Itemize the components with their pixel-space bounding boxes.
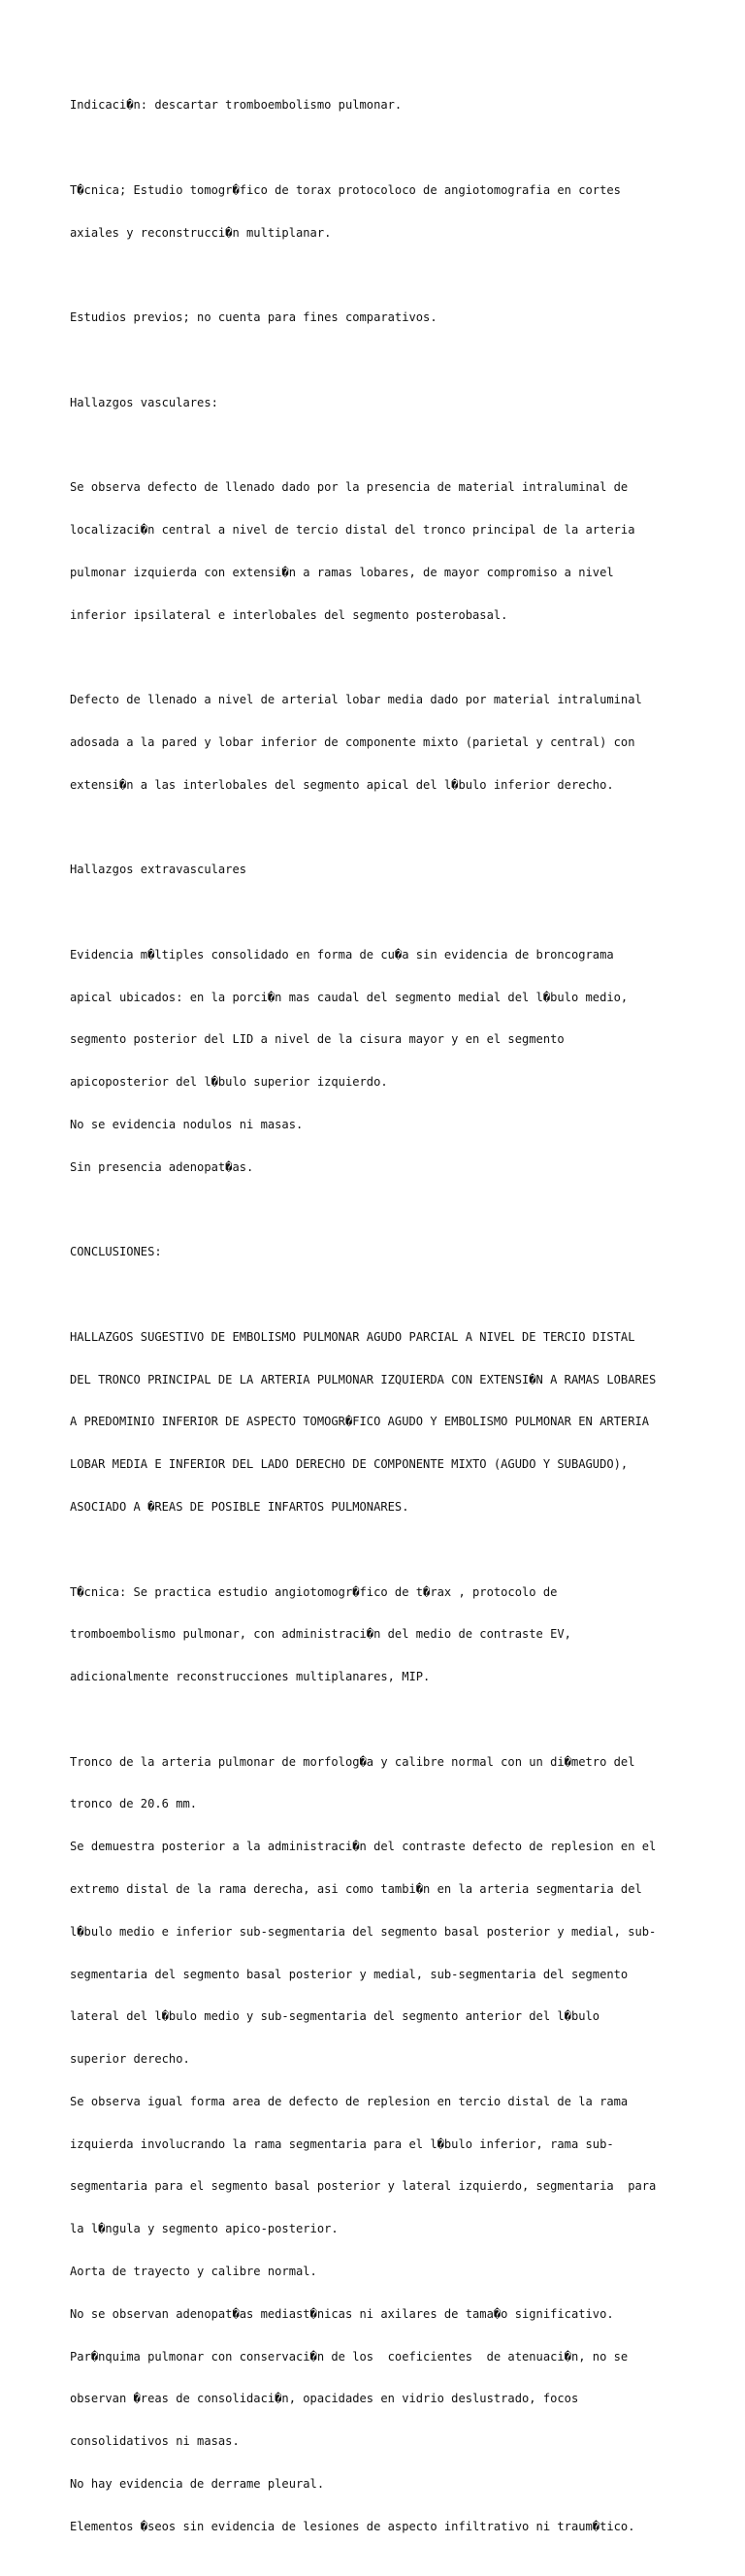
text-line: tronco de 20.6 mm. xyxy=(70,1797,198,1811)
text-line: Estudios previos; no cuenta para fines comparativos. xyxy=(70,310,437,325)
text-line: No se evidencia nodulos ni masas. xyxy=(70,1117,304,1131)
text-line: Hallazgos extravasculares xyxy=(70,863,247,877)
detailed-findings-paragraph xyxy=(70,1726,710,2561)
text-line: Hallazgos vasculares: xyxy=(70,395,218,409)
text-line: izquierda involucrando la rama segmentaria para el l�bulo inferior, rama sub- xyxy=(70,2136,614,2151)
text-line: Sin presencia adenopat�as. xyxy=(70,1159,254,1174)
text-line: segmentaria para el segmento basal posterior y lateral izquierdo, segmentaria para xyxy=(70,2179,657,2194)
text-line: CONCLUSIONES: xyxy=(70,1245,162,1259)
text-line: No se observan adenopat�as mediast�nicas ni axilares de tama�o significativo. xyxy=(70,2306,614,2321)
text-line: localizaci�n central a nivel de tercio distal del tronco principal de la arteria xyxy=(70,523,635,537)
text-line: Se demuestra posterior a la administraci�n del contraste defecto de replesion en el xyxy=(70,1840,657,1854)
text-line: Elementos �seos sin evidencia de lesiones de aspecto infiltrativo ni traum�tico. xyxy=(70,2519,635,2533)
text-line: HALLAZGOS SUGESTIVO DE EMBOLISMO PULMONAR AGUDO PARCIAL A NIVEL DE TERCIO DISTAL xyxy=(70,1329,635,1344)
text-line: pulmonar izquierda con extensi�n a ramas lobares, de mayor compromiso a nivel xyxy=(70,565,614,579)
text-line: axiales y reconstrucci�n multiplanar. xyxy=(70,225,332,240)
text-line: la l�ngula y segmento apico-posterior. xyxy=(70,2222,339,2236)
text-line: apical ubicados: en la porci�n mas caudal del segmento medial del l�bulo medio, xyxy=(70,990,629,1004)
report-body xyxy=(70,70,710,2576)
text-line: LOBAR MEDIA E INFERIOR DEL LADO DERECHO DE COMPONENTE MIXTO (AGUDO Y SUBAGUDO), xyxy=(70,1457,629,1472)
text-line: Evidencia m�ltiples consolidado en forma de cu�a sin evidencia de broncograma xyxy=(70,947,614,962)
text-line: Indicaci�n: descartar tromboembolismo pulmonar. xyxy=(70,98,403,113)
extravascular-findings-heading xyxy=(70,834,710,905)
text-line: segmentaria del segmento basal posterior y medial, sub-segmentaria del segmento xyxy=(70,1967,629,1981)
text-line: superior derecho. xyxy=(70,2052,190,2067)
text-line: A PREDOMINIO INFERIOR DE ASPECTO TOMOGR�FICO AGUDO Y EMBOLISMO PULMONAR EN ARTERIA xyxy=(70,1415,650,1429)
vascular-findings-heading xyxy=(70,367,710,438)
text-line: Aorta de trayecto y calibre normal. xyxy=(70,2265,317,2279)
text-line: Se observa igual forma area de defecto de replesion en tercio distal de la rama xyxy=(70,2094,629,2108)
prior-studies-paragraph xyxy=(70,282,710,353)
text-line: segmento posterior del LID a nivel de la cisura mayor y en el segmento xyxy=(70,1032,565,1047)
text-line: extremo distal de la rama derecha, asi como tambi�n en la arteria segmentaria del xyxy=(70,1882,642,1896)
text-line: adosada a la pared y lobar inferior de componente mixto (parietal y central) con xyxy=(70,734,635,749)
technique-paragraph xyxy=(70,155,710,269)
text-line: Se observa defecto de llenado dado por la presencia de material intraluminal de xyxy=(70,480,629,495)
text-line: Par�nquima pulmonar con conservaci�n de los coeficientes de atenuaci�n, no se xyxy=(70,2349,629,2364)
text-line: Tronco de la arteria pulmonar de morfolog�a y calibre normal con un di�metro del xyxy=(70,1754,635,1769)
text-line: observan �reas de consolidaci�n, opacidades en vidrio deslustrado, focos xyxy=(70,2392,579,2406)
text-line: No hay evidencia de derrame pleural. xyxy=(70,2476,325,2491)
text-line: extensi�n a las interlobales del segmento apical del l�bulo inferior derecho. xyxy=(70,777,614,792)
text-line: lateral del l�bulo medio y sub-segmentaria del segmento anterior del l�bulo xyxy=(70,2009,600,2024)
text-line: l�bulo medio e inferior sub-segmentaria del segmento basal posterior y medial, sub- xyxy=(70,1924,657,1939)
text-line: ASOCIADO A �REAS DE POSIBLE INFARTOS PULMONARES. xyxy=(70,1499,409,1514)
vascular-findings-paragraph-2 xyxy=(70,665,710,821)
text-line: T�cnica: Se practica estudio angiotomogr�fico de t�rax , protocolo de xyxy=(70,1584,558,1599)
text-line: T�cnica; Estudio tomogr�fico de torax protocoloco de angiotomografia en cortes xyxy=(70,182,621,197)
conclusions-heading xyxy=(70,1217,710,1288)
conclusions-paragraph xyxy=(70,1302,710,1543)
indication-paragraph xyxy=(70,70,710,141)
text-line: consolidativos ni masas. xyxy=(70,2434,240,2449)
extravascular-findings-paragraph xyxy=(70,920,710,1203)
text-line: DEL TRONCO PRINCIPAL DE LA ARTERIA PULMONAR IZQUIERDA CON EXTENSI�N A RAMAS LOBARES xyxy=(70,1372,657,1386)
text-line: tromboembolismo pulmonar, con administraci�n del medio de contraste EV, xyxy=(70,1627,571,1642)
text-line: Defecto de llenado a nivel de arterial lobar media dado por material intraluminal xyxy=(70,693,642,707)
text-line: apicoposterior del l�bulo superior izquierdo. xyxy=(70,1075,388,1090)
technique-detail-paragraph xyxy=(70,1556,710,1712)
text-line: inferior ipsilateral e interlobales del segmento posterobasal. xyxy=(70,607,508,622)
text-line: adicionalmente reconstrucciones multiplanares, MIP. xyxy=(70,1670,431,1684)
vascular-findings-paragraph-1 xyxy=(70,452,710,650)
